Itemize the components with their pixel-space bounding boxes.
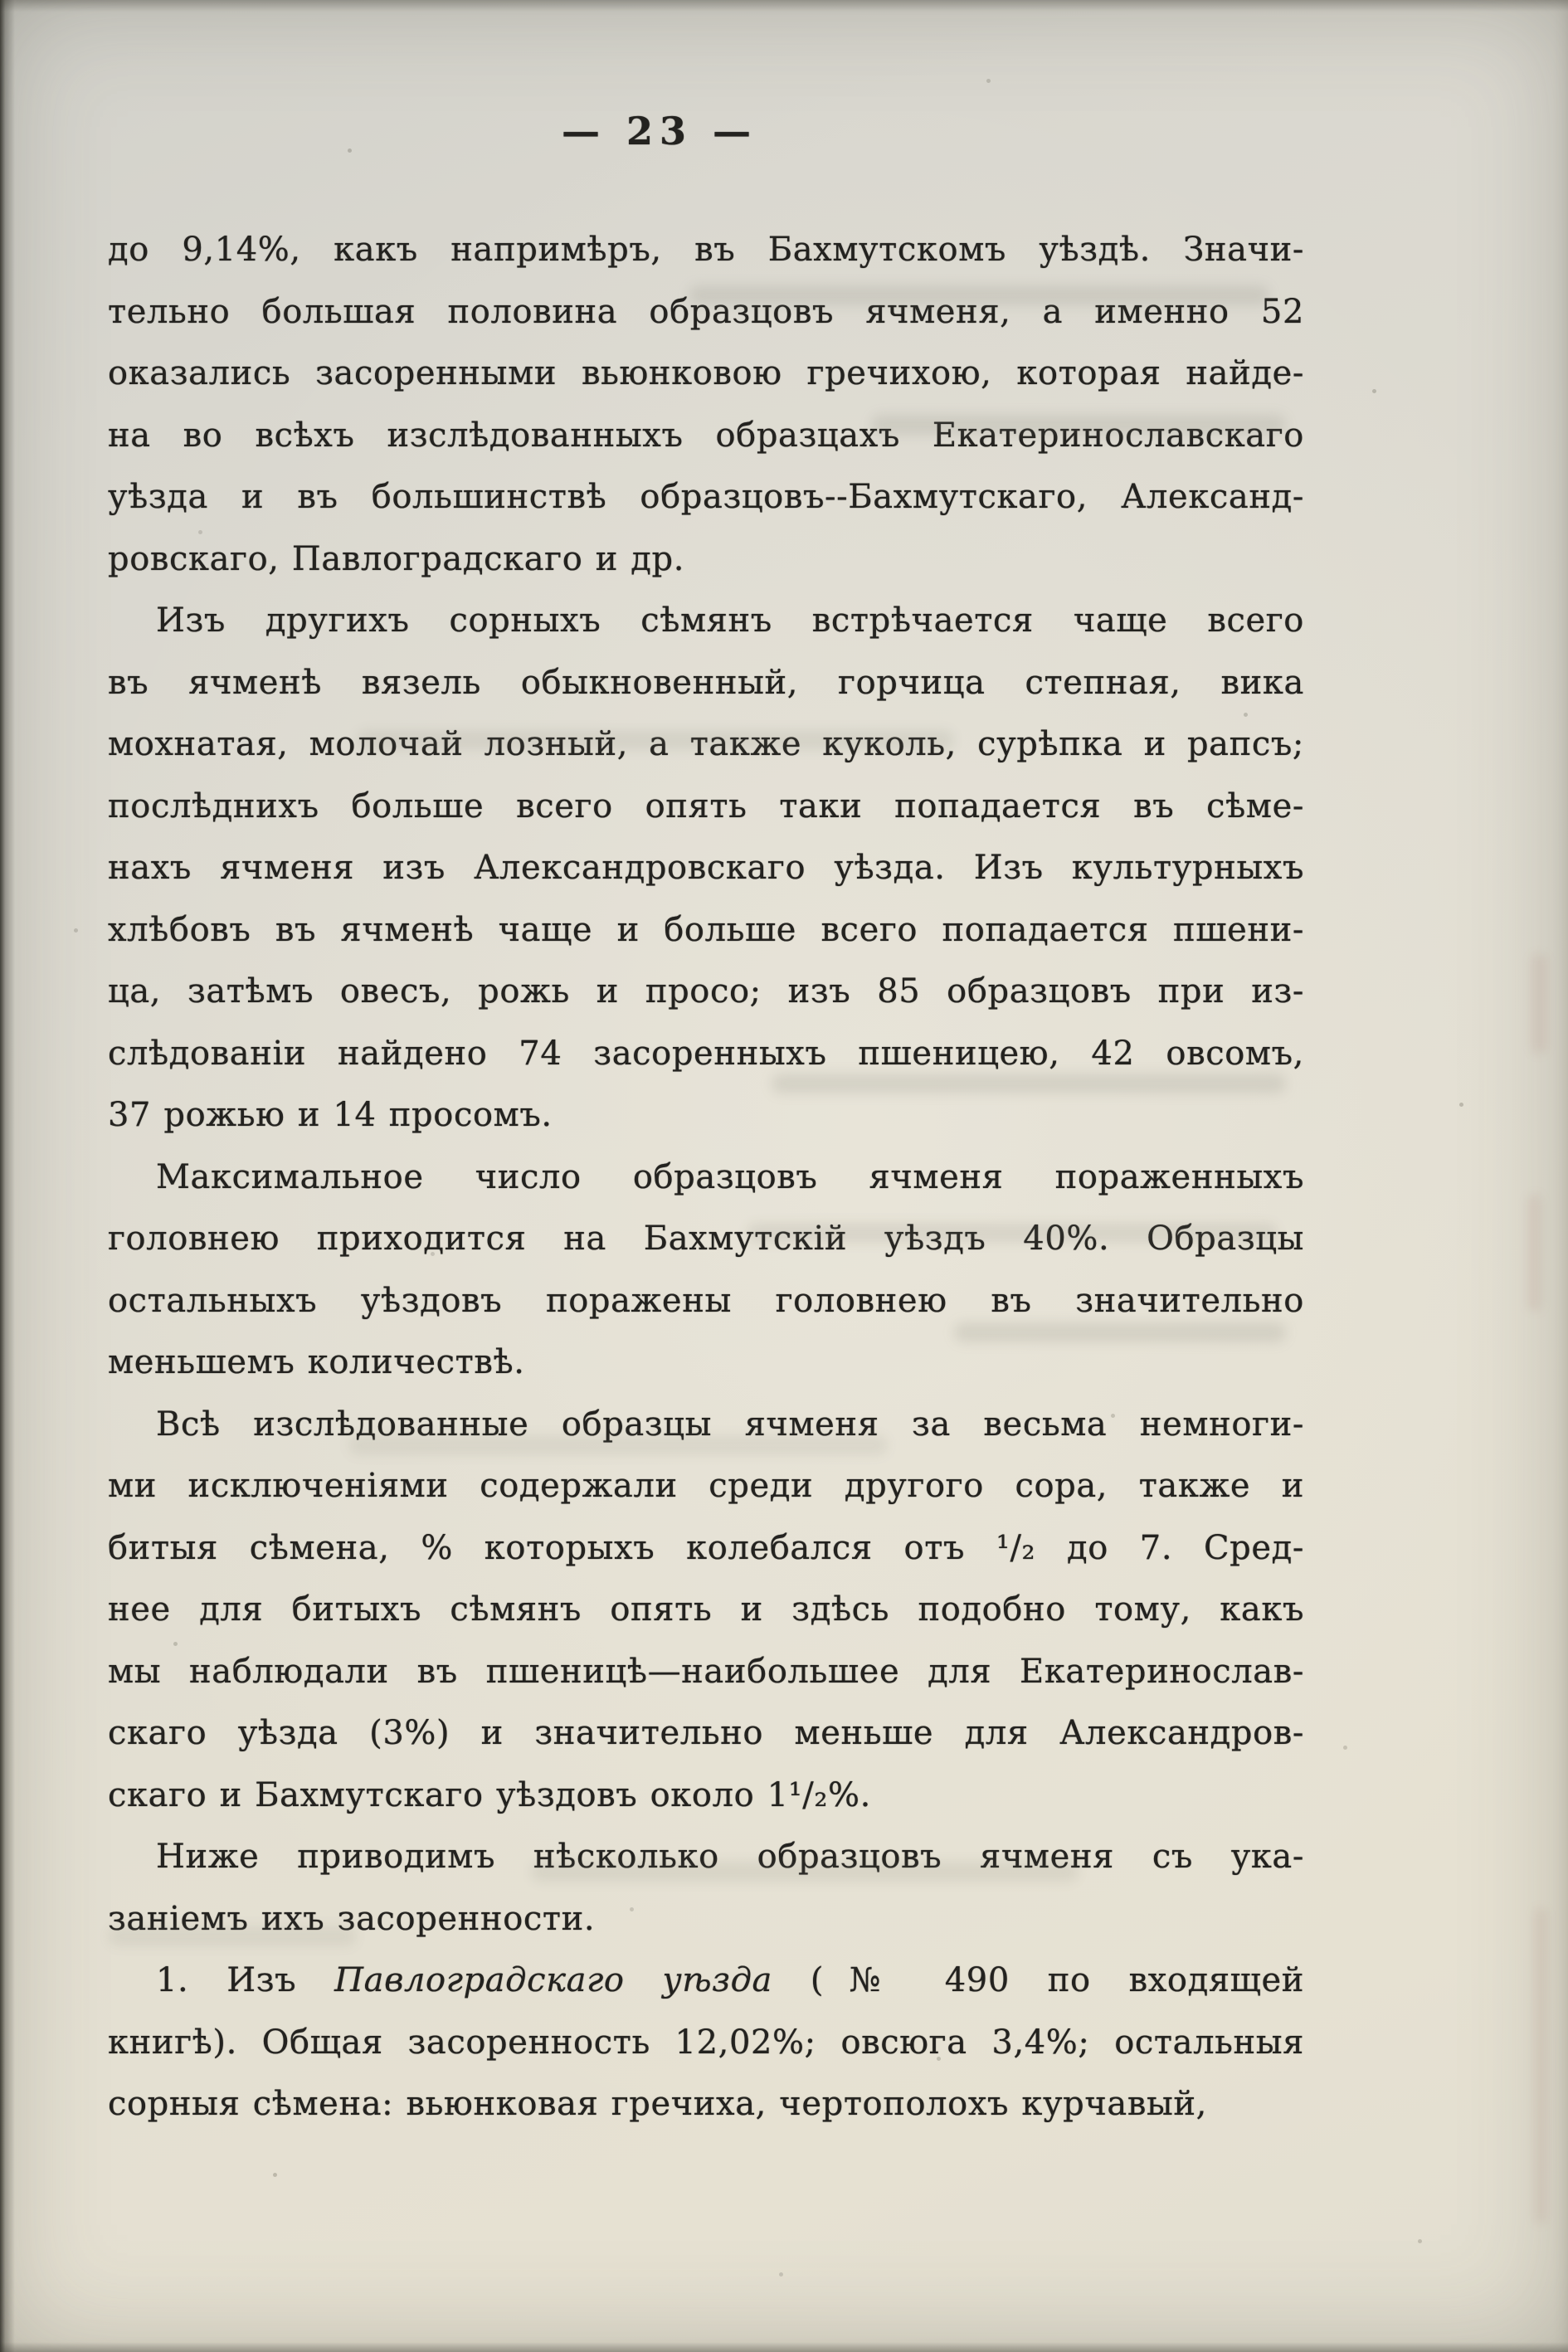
text-segment: хлѣбовъ въ ячменѣ чаще и больше всего попадается пшени- <box>108 910 1304 949</box>
text-segment: 1. Изъ <box>156 1961 335 1999</box>
text-segment: оказались засоренными вьюнковою гречихою, которая найде- <box>108 354 1304 392</box>
text-segment: ровскаго, Павлоградскаго и др. <box>108 539 685 578</box>
text-line <box>108 2073 1304 2135</box>
text-line <box>108 1888 1304 1950</box>
text-line <box>108 1702 1304 1765</box>
text-segment: на во всѣхъ изслѣдованныхъ образцахъ Екатеринославскаго <box>108 416 1304 455</box>
text-line <box>108 1208 1304 1270</box>
text-segment: сорныя сѣмена: вьюнковая гречиха, чертополохъ курчавый, <box>108 2085 1207 2123</box>
text-line <box>108 219 1304 281</box>
text-line <box>108 281 1304 343</box>
text-segment: книгѣ). Общая засоренность 12,02%; овсюга 3,4%; остальныя <box>108 2023 1304 2062</box>
text-segment: (№ 490 по входящей <box>772 1961 1304 1999</box>
text-line <box>108 1517 1304 1580</box>
text-line <box>108 528 1304 591</box>
text-segment: нее для битыхъ сѣмянъ опять и здѣсь подобно тому, какъ <box>108 1590 1304 1629</box>
text-line <box>108 1641 1304 1703</box>
text-line <box>108 1950 1304 2012</box>
paragraph <box>108 1826 1304 1950</box>
text-line <box>108 1023 1304 1085</box>
text-segment: до 9,14%, какъ напримѣръ, въ Бахмутскомъ уѣздѣ. Значи- <box>108 231 1304 269</box>
text-line <box>108 1147 1304 1209</box>
text-line <box>108 405 1304 467</box>
text-segment: заніемъ ихъ засоренности. <box>108 1899 596 1938</box>
text-line <box>108 1270 1304 1332</box>
text-segment: въ ячменѣ вязель обыкновенный, горчица степная, вика <box>108 663 1304 702</box>
text-line <box>108 713 1304 776</box>
text-line <box>108 343 1304 405</box>
text-segment: мы наблюдали въ пшеницѣ—наибольшее для Екатеринослав- <box>108 1652 1304 1691</box>
text-segment: остальныхъ уѣздовъ поражены головнею въ значительно <box>108 1281 1304 1320</box>
text-segment: Максимальное число образцовъ ячменя пораженныхъ <box>156 1157 1304 1196</box>
page-number: — 23 — <box>561 109 758 153</box>
text-segment: мохнатая, молочай лозный, а также куколь, сурѣпка и рапсъ; <box>108 725 1304 763</box>
text-segment: головнею приходится на Бахмутскій уѣздъ 40%. Образцы <box>108 1220 1304 1258</box>
page-edge-shadow-top <box>0 0 1568 12</box>
italic-text-segment: Павлоградскаго уѣзда <box>334 1961 773 1999</box>
text-line <box>108 1332 1304 1394</box>
text-line <box>108 1579 1304 1641</box>
paragraph <box>108 1950 1304 2135</box>
text-line <box>108 590 1304 652</box>
text-line <box>108 1455 1304 1517</box>
text-segment: слѣдованіи найдено 74 засоренныхъ пшеницею, 42 овсомъ, <box>108 1034 1304 1073</box>
text-segment: меньшемъ количествѣ. <box>108 1343 525 1381</box>
paragraph <box>108 219 1304 590</box>
text-segment: послѣднихъ больше всего опять таки попадается въ сѣме- <box>108 786 1304 825</box>
paragraph <box>108 1394 1304 1827</box>
page-edge-shadow-bottom <box>0 2342 1568 2352</box>
text-line <box>108 1084 1304 1147</box>
stain <box>1535 1908 1546 2223</box>
text-block <box>108 219 1304 2135</box>
text-line <box>108 1394 1304 1456</box>
text-segment: тельно большая половина образцовъ ячменя, а именно 52 <box>108 292 1304 331</box>
text-segment: уѣзда и въ большинствѣ образцовъ--Бахмутскаго, Александ- <box>108 478 1304 516</box>
text-line <box>108 1826 1304 1888</box>
stain <box>1528 1195 1541 1311</box>
text-segment: 37 рожью и 14 просомъ. <box>108 1096 553 1134</box>
text-segment: скаго и Бахмутскаго уѣздовъ около 1¹/₂%. <box>108 1775 871 1814</box>
text-segment: ца, затѣмъ овесъ, рожь и просо; изъ 85 образцовъ при из- <box>108 972 1304 1010</box>
text-line <box>108 652 1304 714</box>
text-line <box>108 776 1304 838</box>
text-line <box>108 2012 1304 2074</box>
text-segment: Ниже приводимъ нѣсколько образцовъ ячменя съ ука- <box>156 1838 1304 1876</box>
text-segment: нахъ ячменя изъ Александровскаго уѣзда. Изъ культурныхъ <box>108 849 1304 887</box>
text-line <box>108 1765 1304 1827</box>
stain <box>1531 954 1546 1054</box>
text-segment: скаго уѣзда (3%) и значительно меньше для Александров- <box>108 1714 1304 1752</box>
text-line <box>108 466 1304 528</box>
text-segment: Изъ другихъ сорныхъ сѣмянъ встрѣчается чаще всего <box>156 601 1304 640</box>
text-segment: Всѣ изслѣдованные образцы ячменя за весьма немноги- <box>156 1405 1304 1444</box>
paragraph <box>108 590 1304 1147</box>
text-line <box>108 961 1304 1023</box>
text-line <box>108 899 1304 962</box>
text-segment: битыя сѣмена, % которыхъ колебался отъ ¹/₂ до 7. Сред- <box>108 1528 1304 1567</box>
page-edge-shadow-left <box>0 0 15 2352</box>
text-segment: ми исключеніями содержали среди другого сора, также и <box>108 1467 1304 1505</box>
text-line <box>108 837 1304 899</box>
paragraph <box>108 1147 1304 1394</box>
